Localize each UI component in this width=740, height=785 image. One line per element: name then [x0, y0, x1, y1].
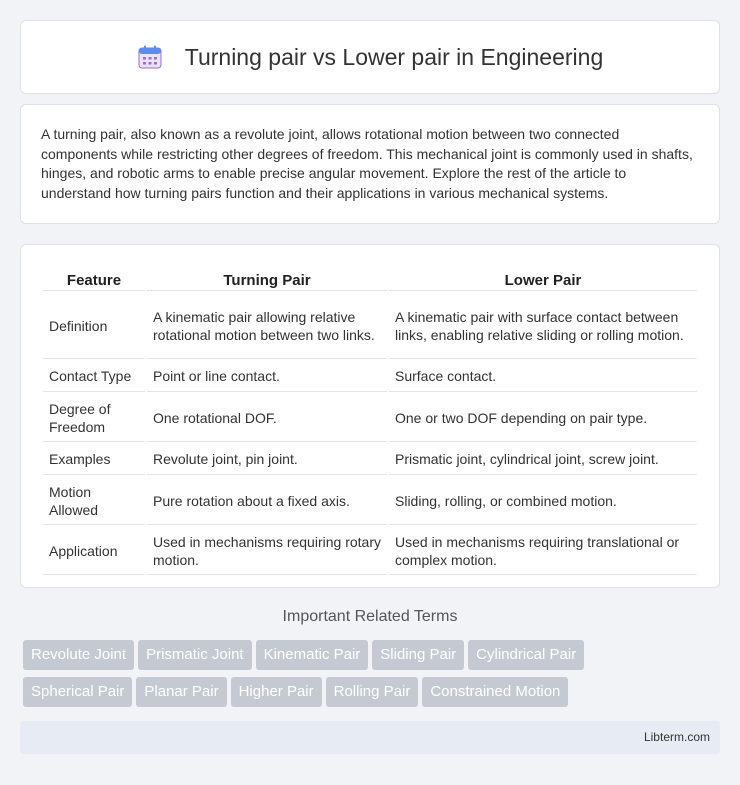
header-lower-pair: Lower Pair [389, 267, 697, 291]
feature-cell: Examples [43, 444, 145, 475]
lower-cell: Prismatic joint, cylindrical joint, screw joint. [389, 444, 697, 475]
table-header-row [43, 267, 697, 291]
table-row [43, 444, 697, 475]
comparison-card [20, 244, 720, 588]
tag-sliding-pair[interactable]: Sliding Pair [372, 640, 464, 670]
page-title: Turning pair vs Lower pair in Engineering [184, 43, 604, 70]
calendar-icon [137, 44, 163, 70]
feature-cell: Degree of Freedom [43, 394, 145, 442]
feature-cell: Motion Allowed [43, 477, 145, 525]
tag-cylindrical-pair[interactable]: Cylindrical Pair [468, 640, 584, 670]
intro-paragraph: A turning pair, also known as a revolute joint, allows rotational motion between two connected components while restricting other degrees of freedom. This mechanical joint is commonly used in shafts, hinges, and robotic arms to enable precise angular movement. Explore the rest of the article to understand how turning pairs function and their applications in various mechanical systems. [41, 126, 693, 201]
tag-prismatic-joint[interactable]: Prismatic Joint [138, 640, 252, 670]
table-row [43, 361, 697, 392]
lower-cell: One or two DOF depending on pair type. [389, 394, 697, 442]
turning-cell: A kinematic pair allowing relative rotational motion between two links. [147, 293, 387, 359]
lower-cell: A kinematic pair with surface contact between links, enabling relative sliding or rolling motion. [389, 293, 697, 359]
turning-cell: Used in mechanisms requiring rotary motion. [147, 527, 387, 575]
tag-constrained-motion[interactable]: Constrained Motion [422, 677, 568, 707]
header-feature: Feature [43, 267, 145, 291]
tag-planar-pair[interactable]: Planar Pair [136, 677, 226, 707]
related-terms-title: Important Related Terms [282, 608, 458, 625]
footer [20, 721, 720, 754]
header-card [20, 20, 720, 94]
table-row [43, 527, 697, 575]
feature-cell: Application [43, 527, 145, 575]
header-turning-pair: Turning Pair [147, 267, 387, 291]
lower-cell: Surface contact. [389, 361, 697, 392]
tag-kinematic-pair[interactable]: Kinematic Pair [256, 640, 369, 670]
feature-cell: Contact Type [43, 361, 145, 392]
turning-cell: Point or line contact. [147, 361, 387, 392]
table-row [43, 293, 697, 359]
table-row [43, 394, 697, 442]
turning-cell: Revolute joint, pin joint. [147, 444, 387, 475]
related-terms-tags [23, 640, 713, 714]
tag-higher-pair[interactable]: Higher Pair [231, 677, 322, 707]
tag-revolute-joint[interactable]: Revolute Joint [23, 640, 134, 670]
tag-spherical-pair[interactable]: Spherical Pair [23, 677, 132, 707]
comparison-table [41, 265, 699, 577]
footer-site-link[interactable]: Libterm.com [643, 730, 710, 744]
tag-rolling-pair[interactable]: Rolling Pair [326, 677, 419, 707]
intro-card [20, 104, 720, 224]
turning-cell: Pure rotation about a fixed axis. [147, 477, 387, 525]
lower-cell: Sliding, rolling, or combined motion. [389, 477, 697, 525]
table-row [43, 477, 697, 525]
lower-cell: Used in mechanisms requiring translational or complex motion. [389, 527, 697, 575]
turning-cell: One rotational DOF. [147, 394, 387, 442]
feature-cell: Definition [43, 293, 145, 359]
